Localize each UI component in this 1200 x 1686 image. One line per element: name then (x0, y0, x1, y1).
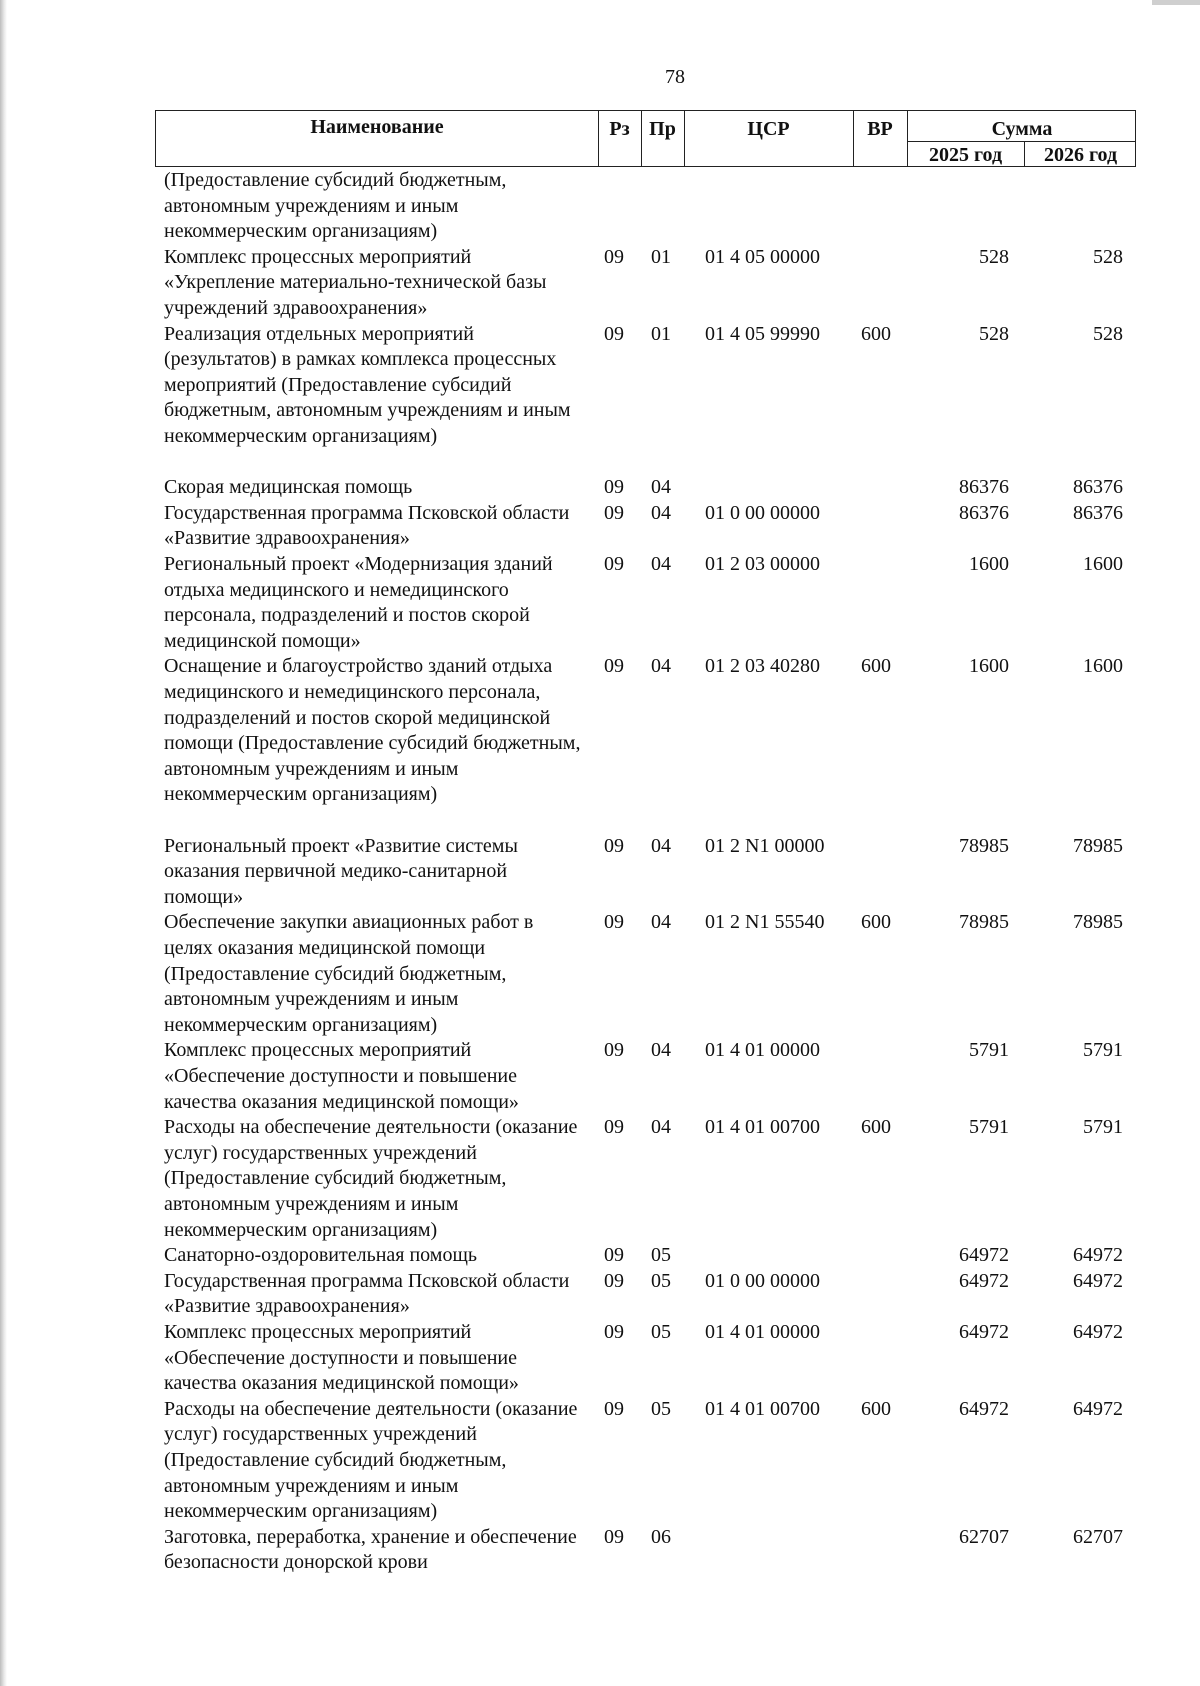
cell-y25: 86376 (959, 476, 1009, 499)
scan-edge-left (0, 0, 7, 1686)
cell-name: Санаторно-оздоровительная помощь (164, 1244, 477, 1267)
cell-y25: 528 (979, 245, 1009, 268)
cell-rz: 09 (604, 834, 624, 857)
header-pr: Пр (649, 118, 676, 140)
cell-y26: 64972 (1073, 1269, 1123, 1292)
header-sum: Сумма (991, 118, 1053, 140)
cell-name: Комплекс процессных мероприятий «Обеспечение доступности и повышение качества оказания медицинской помощи» (164, 1039, 519, 1113)
cell-rz: 09 (604, 1039, 624, 1062)
cell-pr: 04 (651, 1039, 671, 1062)
cell-pr: 04 (651, 911, 671, 934)
cell-rz: 09 (604, 1269, 624, 1292)
scan-edge-top (1152, 0, 1200, 5)
cell-pr: 01 (651, 245, 671, 268)
cell-pr: 05 (651, 1321, 671, 1343)
cell-y26: 86376 (1073, 501, 1123, 524)
cell-y26: 1600 (1083, 655, 1123, 678)
cell-y26: 1600 (1083, 553, 1123, 575)
cell-vr: 600 (861, 1397, 891, 1420)
cell-vr: 600 (861, 322, 891, 345)
table-header (155, 110, 1136, 167)
cell-csr: 01 4 01 00000 (705, 1321, 820, 1343)
cell-y26: 64972 (1073, 1244, 1123, 1267)
cell-y26: 62707 (1073, 1525, 1123, 1548)
cell-name: Комплекс процессных мероприятий «Укрепление материально-технической базы учреждений здравоохранения» (164, 245, 547, 319)
cell-y25: 64972 (959, 1269, 1009, 1292)
cell-vr: 600 (861, 911, 891, 934)
cell-csr: 01 4 01 00700 (705, 1397, 820, 1420)
cell-pr: 06 (651, 1525, 671, 1548)
cell-name: Заготовка, переработка, хранение и обеспечение безопасности донорской крови (164, 1525, 577, 1574)
cell-vr: 600 (861, 655, 891, 678)
cell-csr: 01 2 N1 55540 (705, 911, 825, 934)
page-number: 78 (665, 66, 685, 88)
header-rz: Рз (609, 118, 630, 140)
cell-name: Реализация отдельных мероприятий (результатов) в рамках комплекса процессных мероприятий (Предоставление субсидий бюджетным, автономным учреждениям и иным некоммерческим организациям) (164, 322, 571, 447)
cell-rz: 09 (604, 655, 624, 678)
cell-rz: 09 (604, 1321, 624, 1343)
cell-name: Региональный проект «Модернизация зданий отдыха медицинского и немедицинского персонала, подразделений и постов скорой медицинской помощи» (164, 553, 553, 652)
cell-name: Расходы на обеспечение деятельности (оказание услуг) государственных учреждений (Предоставление субсидий бюджетным, автономным учреждениям и иным некоммерческим организациям) (164, 1397, 578, 1523)
cell-rz: 09 (604, 911, 624, 934)
cell-pr: 04 (651, 834, 671, 857)
cell-y25: 5791 (969, 1116, 1009, 1139)
cell-y26: 5791 (1083, 1039, 1123, 1062)
cell-csr: 01 4 05 99990 (705, 322, 820, 345)
cell-rz: 09 (604, 1397, 624, 1420)
cell-pr: 05 (651, 1397, 671, 1420)
cell-name: Региональный проект «Развитие системы оказания первичной медико-санитарной помощи» (164, 834, 518, 908)
cell-name: Оснащение и благоустройство зданий отдыха медицинского и немедицинского персонала, подразделений и постов скорой медицинской помощи (Предоставление субсидий бюджетным, автономным учреждениям и иным некоммерческим организациям) (164, 655, 581, 806)
cell-csr: 01 4 05 00000 (705, 245, 820, 268)
header-vr: ВР (867, 118, 893, 140)
cell-name: Скорая медицинская помощь (164, 476, 413, 499)
cell-csr: 01 4 01 00000 (705, 1039, 820, 1062)
cell-y25: 78985 (959, 834, 1009, 857)
cell-pr: 05 (651, 1269, 671, 1292)
cell-rz: 09 (604, 1244, 624, 1267)
cell-pr: 04 (651, 553, 671, 575)
cell-y26: 5791 (1083, 1116, 1123, 1139)
header-csr: ЦСР (747, 118, 790, 140)
cell-y25: 1600 (969, 655, 1009, 678)
cell-y26: 78985 (1073, 834, 1123, 857)
cell-y25: 64972 (959, 1321, 1009, 1343)
cell-rz: 09 (604, 245, 624, 268)
cell-name: Расходы на обеспечение деятельности (оказание услуг) государственных учреждений (Предоставление субсидий бюджетным, автономным учреждениям и иным некоммерческим организациям) (164, 1116, 578, 1241)
cell-y25: 86376 (959, 501, 1009, 524)
cell-vr: 600 (861, 1116, 891, 1139)
cell-pr: 04 (651, 655, 671, 678)
cell-csr: 01 0 00 00000 (705, 501, 820, 524)
cell-rz: 09 (604, 476, 624, 499)
cell-rz: 09 (604, 322, 624, 345)
header-sum-divider (907, 141, 1135, 142)
cell-csr: 01 2 03 40280 (705, 655, 820, 678)
cell-rz: 09 (604, 1116, 624, 1139)
cell-y26: 528 (1093, 322, 1123, 345)
cell-y25: 78985 (959, 911, 1009, 934)
cell-name: Государственная программа Псковской области «Развитие здравоохранения» (164, 1269, 570, 1318)
cell-pr: 05 (651, 1244, 671, 1267)
header-year-2026: 2026 год (1043, 144, 1118, 166)
cell-y25: 64972 (959, 1397, 1009, 1420)
cell-y25: 62707 (959, 1525, 1009, 1548)
cell-name: Комплекс процессных мероприятий «Обеспечение доступности и повышение качества оказания медицинской помощи» (164, 1321, 519, 1395)
cell-y25: 5791 (969, 1039, 1009, 1062)
cell-name: Государственная программа Псковской области «Развитие здравоохранения» (164, 501, 570, 550)
header-year-2025: 2025 год (928, 144, 1003, 166)
cell-y26: 64972 (1073, 1321, 1123, 1343)
cell-y26: 86376 (1073, 476, 1123, 499)
cell-y25: 1600 (969, 553, 1009, 575)
cell-y26: 78985 (1073, 911, 1123, 934)
cell-name: Обеспечение закупки авиационных работ в целях оказания медицинской помощи (Предоставление субсидий бюджетным, автономным учреждениям и иным некоммерческим организациям) (164, 911, 534, 1036)
cell-pr: 04 (651, 501, 671, 524)
cell-pr: 01 (651, 322, 671, 345)
cell-csr: 01 2 03 00000 (705, 553, 820, 575)
cell-rz: 09 (604, 553, 624, 575)
cell-y26: 64972 (1073, 1397, 1123, 1420)
cell-csr: 01 4 01 00700 (705, 1116, 820, 1139)
header-name: Наименование (310, 116, 444, 138)
cell-y25: 528 (979, 322, 1009, 345)
cell-csr: 01 2 N1 00000 (705, 834, 825, 857)
cell-rz: 09 (604, 1525, 624, 1548)
cell-csr: 01 0 00 00000 (705, 1269, 820, 1292)
cell-name: (Предоставление субсидий бюджетным, автономным учреждениям и иным некоммерческим организациям) (164, 169, 507, 243)
cell-pr: 04 (651, 476, 671, 499)
cell-rz: 09 (604, 501, 624, 524)
cell-y26: 528 (1093, 245, 1123, 268)
cell-y25: 64972 (959, 1244, 1009, 1267)
cell-pr: 04 (651, 1116, 671, 1139)
